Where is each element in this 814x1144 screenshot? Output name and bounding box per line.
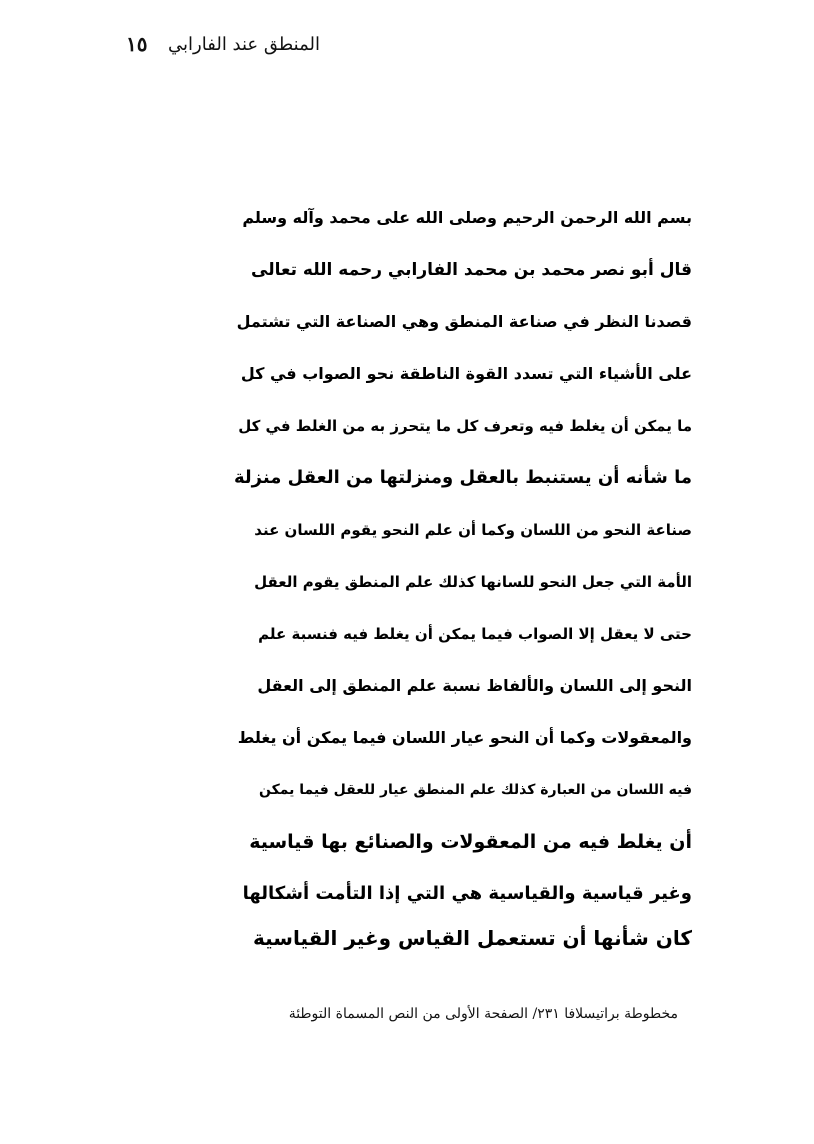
manuscript-line-11: والمعقولات وكما أن النحو عيار اللسان فيما يمكن أن يغلط <box>237 728 692 747</box>
figure-caption: مخطوطة براتيسلافا ٢٣١/ الصفحة الأولى من النص المسماة التوطئة <box>288 1006 678 1022</box>
manuscript-line-7: صناعة النحو من اللسان وكما أن علم النحو يقوم اللسان عند <box>254 521 692 539</box>
page-header <box>120 30 320 60</box>
manuscript-line-12: فيه اللسان من العبارة كذلك علم المنطق عيار للعقل فيما يمكن <box>259 782 692 798</box>
manuscript-line-2: قال أبو نصر محمد بن محمد الفارابي رحمه الله تعالى <box>251 260 692 280</box>
running-title: المنطق عند الفارابي <box>168 34 320 55</box>
manuscript-line-8: الأمة التي جعل النحو للسانها كذلك علم المنطق يقوم العقل <box>254 573 692 591</box>
manuscript-image <box>232 190 692 960</box>
manuscript-line-13: أن يغلط فيه من المعقولات والصنائع بها قياسية <box>249 831 692 853</box>
manuscript-line-10: النحو إلى اللسان والألفاظ نسبة علم المنطق إلى العقل <box>257 676 692 695</box>
manuscript-line-3: قصدنا النظر في صناعة المنطق وهي الصناعة التي تشتمل <box>236 312 692 331</box>
manuscript-line-5: ما يمكن أن يغلط فيه وتعرف كل ما يتحرز به من الغلط في كل <box>238 417 692 435</box>
manuscript-line-9: حتى لا يعقل إلا الصواب فيما يمكن أن يغلط فيه فنسبة علم <box>258 625 692 643</box>
manuscript-line-1: بسم الله الرحمن الرحيم وصلى الله على محمد وآله وسلم <box>242 208 692 227</box>
manuscript-line-15: كان شأنها أن تستعمل القياس وغير القياسية <box>252 926 692 950</box>
manuscript-line-4: على الأشياء التي تسدد القوة الناطقة نحو الصواب في كل <box>240 364 692 383</box>
manuscript-line-14: وغير قياسية والقياسية هي التي إذا التأمت أشكالها <box>242 883 692 904</box>
page-number: ١٥ <box>126 32 148 56</box>
manuscript-line-6: ما شأنه أن يستنبط بالعقل ومنزلتها من العقل منزلة <box>234 467 692 488</box>
